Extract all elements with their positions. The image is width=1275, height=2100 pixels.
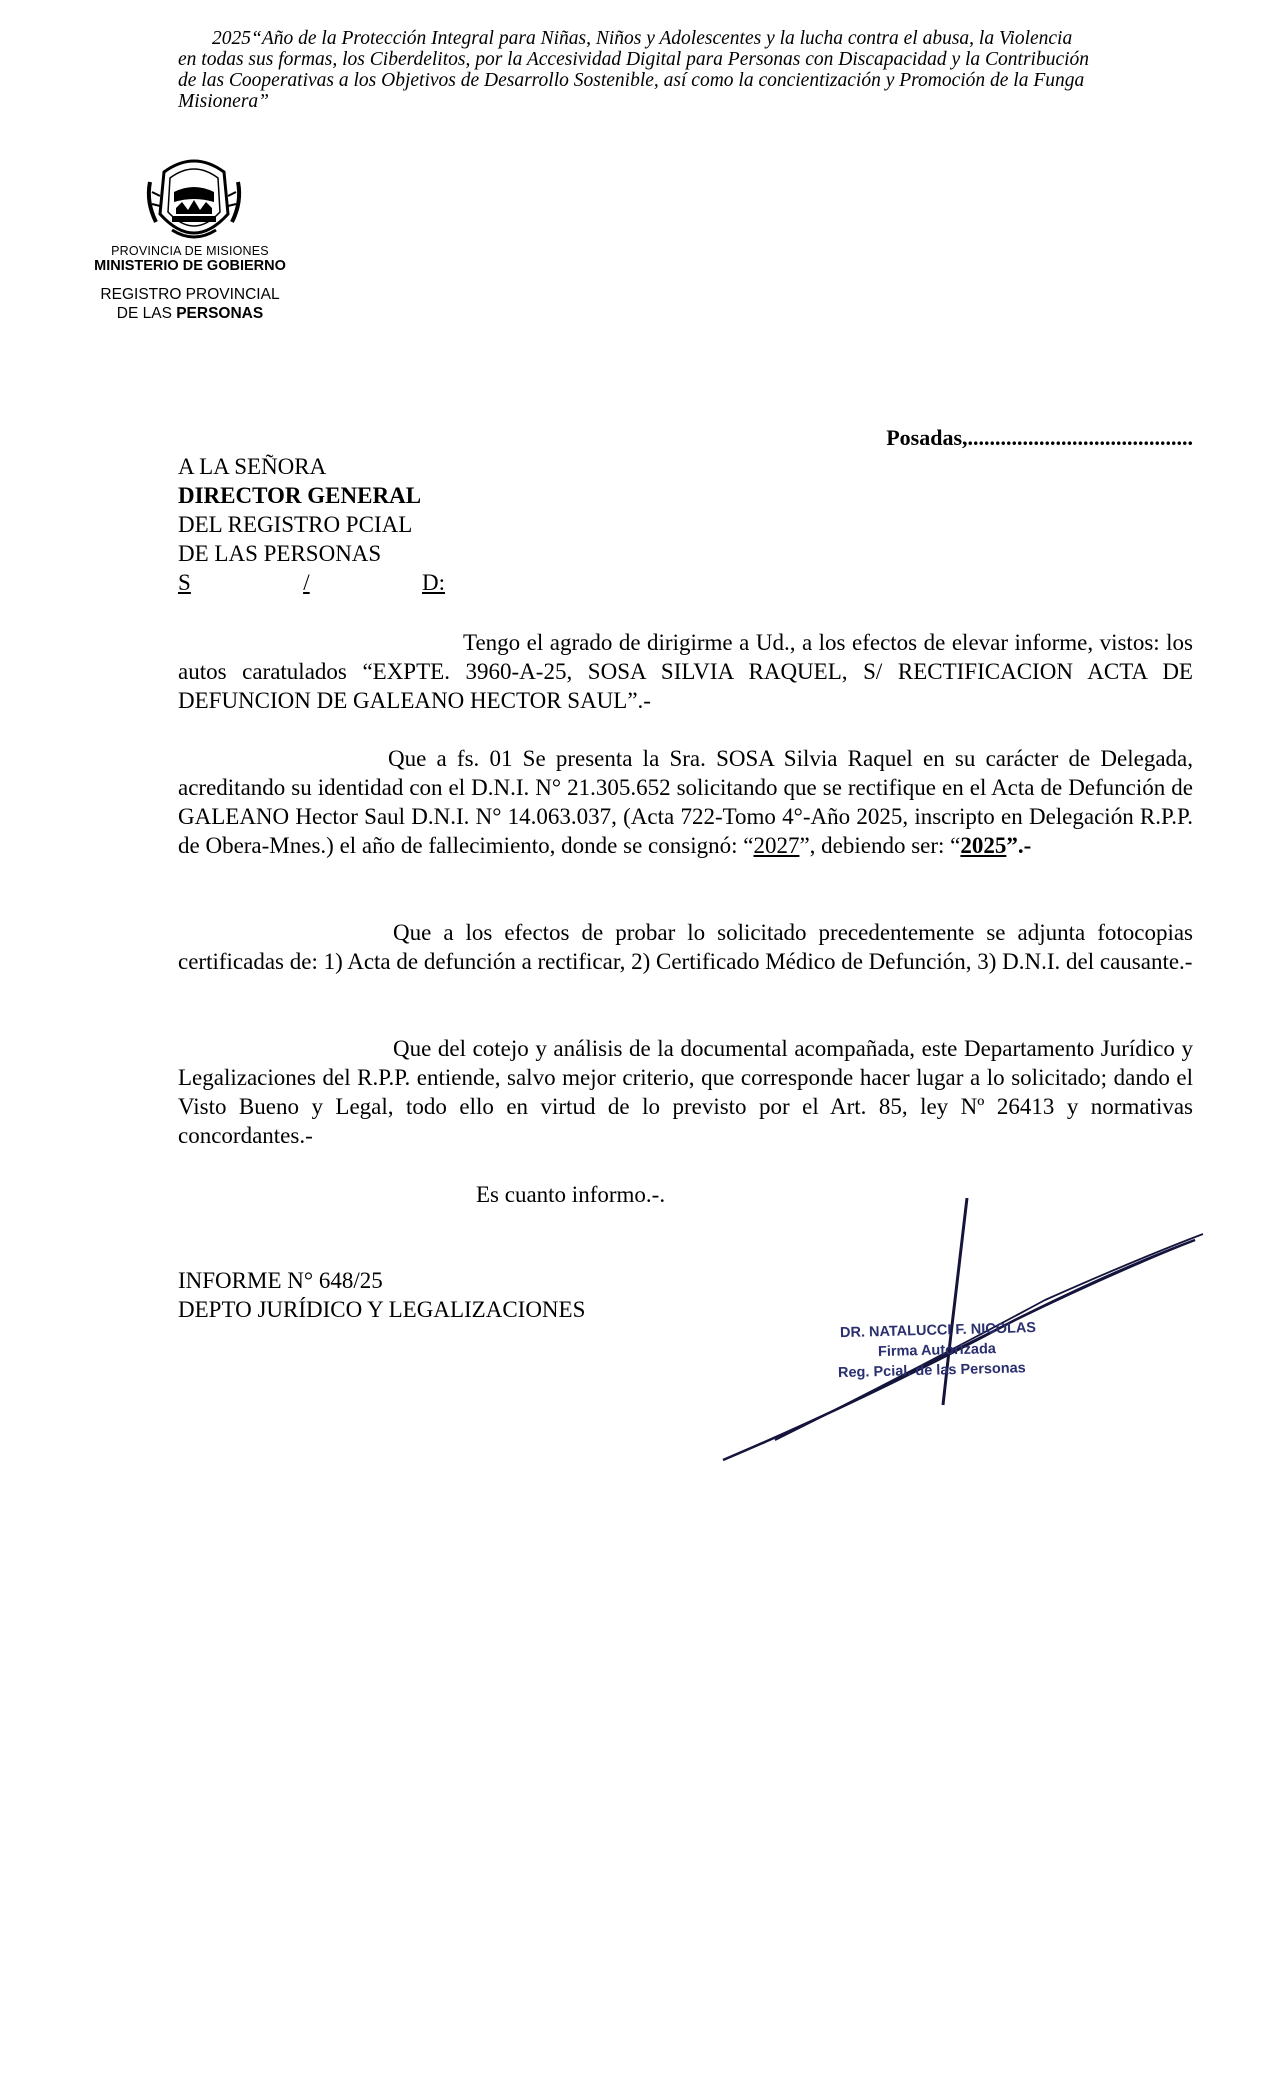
sd-s: S: [178, 570, 191, 595]
paragraph-3: Que a los efectos de probar lo solicitado precedentemente se adjunta fotocopias certificadas de: 1) Acta de defunción a rectificar, 2) Certificado Médico de Defunción, 3) D.N.I. del causante.-: [178, 920, 1193, 974]
report-number: INFORME N° 648/25: [178, 1268, 383, 1293]
agency-province: PROVINCIA DE MISIONES: [111, 244, 269, 258]
sd-d: D:: [422, 570, 445, 595]
addressee-line-3: DEL REGISTRO PCIAL: [178, 512, 413, 537]
sd-slash: /: [303, 570, 310, 595]
addressee-line-4: DE LAS PERSONAS: [178, 541, 382, 566]
stamp-name: DR. NATALUCCI F. NICOLAS: [839, 1320, 1037, 1342]
motto-line-4: Misionera”: [178, 91, 270, 112]
place-date: Posadas,.........................................: [886, 425, 1193, 450]
stamp-role: Firma Autorizada: [877, 1341, 997, 1361]
paragraph-2-mid: ”, debiendo ser: “: [799, 833, 961, 858]
addressee-line-1: A LA SEÑORA: [178, 454, 327, 479]
addressee-block: [178, 452, 445, 597]
motto-line-2: en todas sus formas, los Ciberdelitos, por la Accesividad Digital para Personas con Discapacidad y la Contribución: [178, 49, 1090, 70]
official-stamp: [837, 1320, 1080, 1382]
addressee-line-2: DIRECTOR GENERAL: [178, 483, 422, 508]
agency-ministry: MINISTERIO DE GOBIERNO: [94, 258, 286, 274]
motto-line-3: de las Cooperativas a los Objetivos de Desarrollo Sostenible, así como la concientización y Promoción de la Funga: [178, 70, 1085, 91]
agency-registry-bold: PERSONAS: [176, 305, 264, 322]
report-department: DEPTO JURÍDICO Y LEGALIZACIONES: [178, 1297, 586, 1322]
paragraph-1: Tengo el agrado de dirigirme a Ud., a los efectos de elevar informe, vistos: los autos caratulados “EXPTE. 3960-A-25, SOSA SILVIA RAQUEL, S/ RECTIFICACION ACTA DE DEFUNCION DE GALEANO HECTOR SAUL”.-: [178, 630, 1193, 713]
correct-year: 2025: [960, 833, 1007, 858]
paragraph-4: Que del cotejo y análisis de la documental acompañada, este Departamento Jurídico y Legalizaciones del R.P.P. entiende, salvo mejor criterio, que corresponde hacer lugar a lo solicitado; dando el Visto Bueno y Legal, todo ello en virtud de lo previsto por el Art. 85, ley Nº 26413 y normativas concordantes.-: [178, 1036, 1193, 1148]
stamp-office: Reg. Pcial. de las Personas: [837, 1360, 1026, 1382]
provincial-crest-icon: [142, 152, 246, 248]
agency-block: [60, 244, 320, 323]
addressee-sd: [178, 568, 445, 597]
agency-registry-prefix: DE LAS: [116, 305, 177, 322]
agency-registry: REGISTRO PROVINCIAL: [100, 286, 280, 303]
paragraph-2: [178, 744, 1193, 860]
closing-line: Es cuanto informo.-.: [476, 1182, 666, 1207]
agency-registry-2: [60, 304, 320, 323]
paragraph-2-main: Que a fs. 01 Se presenta la Sra. SOSA Silvia Raquel en su carácter de Delegada, acreditando su identidad con el D.N.I. N° 21.305.652 solicitando que se rectifique en el Acta de Defunción de GALEANO Hector Saul D.N.I. N° 14.063.037, (Acta 722-Tomo 4°-Año 2025, inscripto en Delegación R.P.P. de Obera-Mnes.) el año de fallecimiento, donde se consignó: “: [178, 746, 1193, 858]
report-block: [178, 1266, 585, 1324]
wrong-year: 2027: [753, 833, 800, 858]
header-motto: [178, 28, 1163, 112]
motto-line-1: 2025“Año de la Protección Integral para Niñas, Niños y Adolescentes y la lucha contra el abusa, la Violencia: [212, 28, 1073, 49]
paragraph-2-end: ”.-: [1006, 833, 1032, 858]
